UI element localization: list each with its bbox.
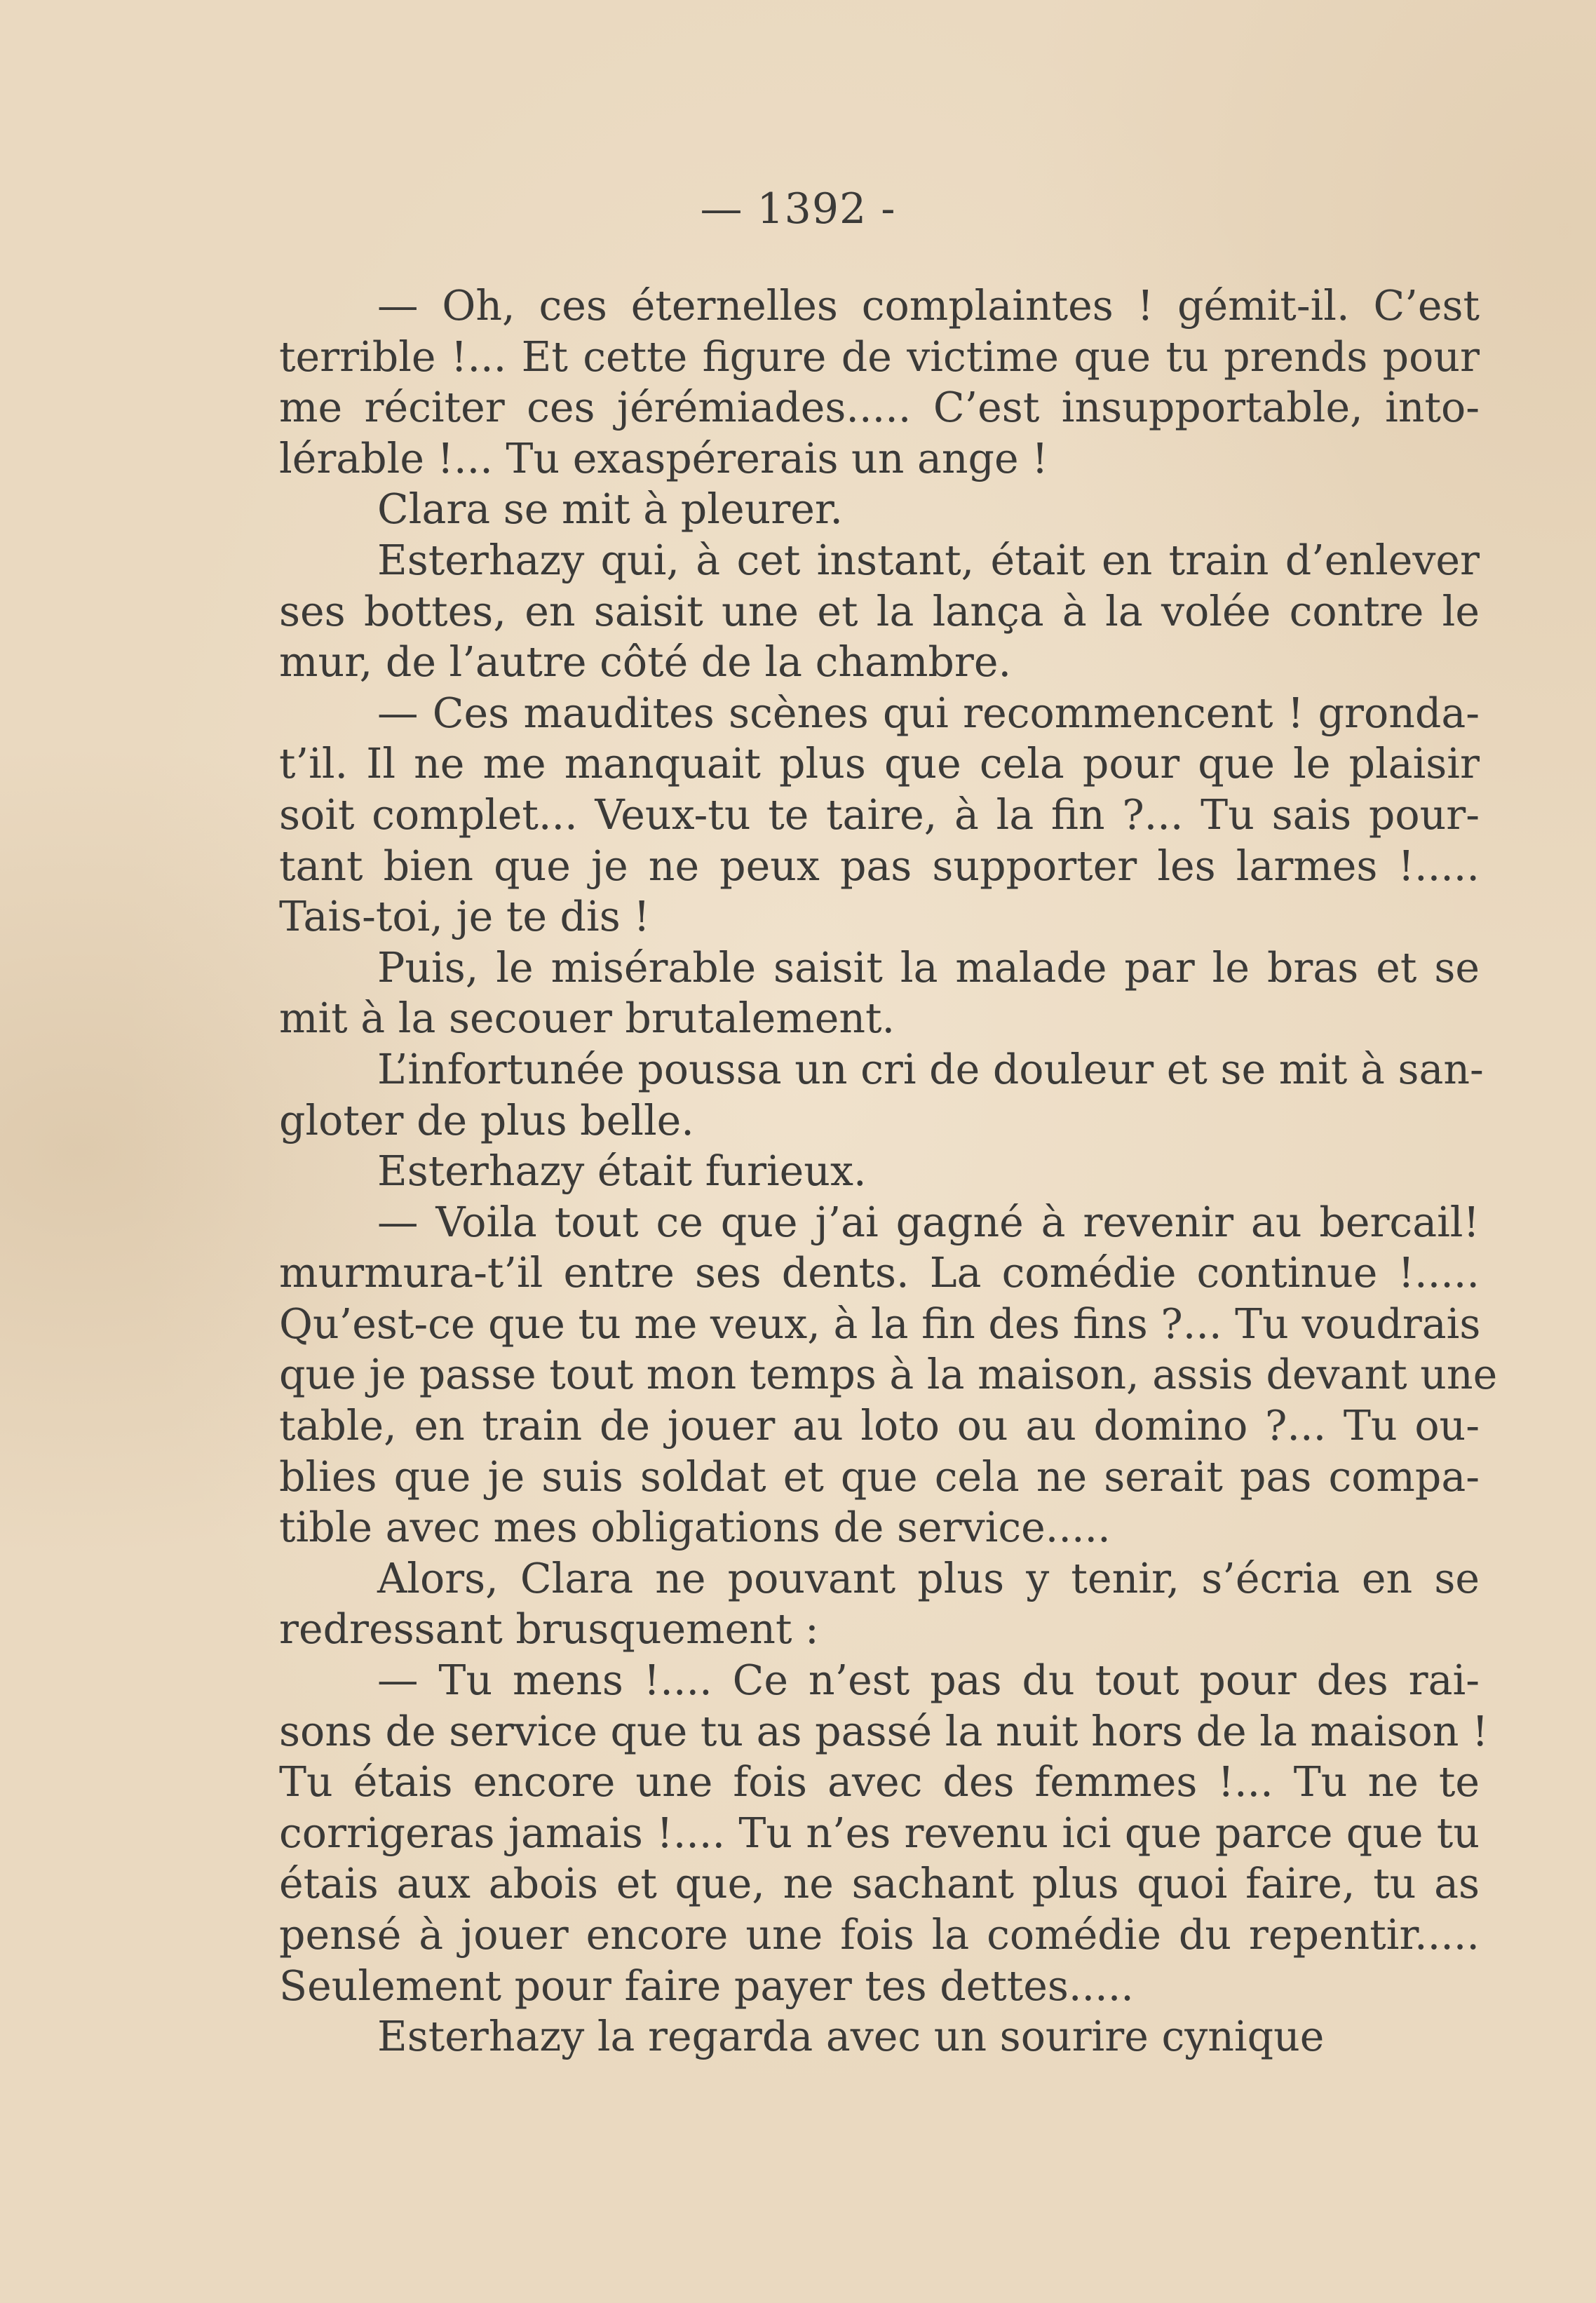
text-line: sons de service que tu as passé la nuit hors de la maison ! bbox=[279, 1707, 1489, 1755]
text-line: corrigeras jamais !.... Tu n’es revenu ici que parce que tu bbox=[279, 1809, 1480, 1857]
text-line: terrible !... Et cette figure de victime que tu prends pour bbox=[279, 332, 1480, 381]
text-line: pensé à jouer encore une fois la comédie du repentir..... bbox=[279, 1911, 1480, 1959]
text-line: mit à la secouer brutalement. bbox=[279, 994, 895, 1043]
text-line: ses bottes, en saisit une et la lança à la volée contre le bbox=[279, 587, 1480, 635]
text-line: soit complet... Veux-tu te taire, à la fin ?... Tu sais pour- bbox=[279, 790, 1480, 839]
text-line: L’infortunée poussa un cri de douleur et se mit à san- bbox=[377, 1045, 1484, 1093]
text-line: tant bien que je ne peux pas supporter les larmes !..... bbox=[279, 842, 1480, 890]
text-line: — Ces maudites scènes qui recommencent ! gronda- bbox=[377, 689, 1480, 737]
body-text bbox=[279, 281, 1498, 2062]
text-line: — Tu mens !.... Ce n’est pas du tout pour des rai- bbox=[377, 1656, 1480, 1705]
text-line: murmura-t’il entre ses dents. La comédie continue !..... bbox=[279, 1249, 1480, 1297]
text-line: table, en train de jouer au loto ou au domino ?... Tu ou- bbox=[279, 1402, 1480, 1450]
text-line: me réciter ces jérémiades..... C’est insupportable, into- bbox=[279, 384, 1480, 432]
text-line: Esterhazy la regarda avec un sourire cynique bbox=[377, 2013, 1325, 2061]
text-line: Esterhazy qui, à cet instant, était en train d’enlever bbox=[377, 536, 1480, 584]
text-line: mur, de l’autre côté de la chambre. bbox=[279, 638, 1012, 687]
text-line: — Voila tout ce que j’ai gagné à revenir au bercail! bbox=[377, 1198, 1480, 1246]
text-line: Puis, le misérable saisit la malade par le bras et se bbox=[377, 943, 1480, 992]
text-line: tible avec mes obligations de service..... bbox=[279, 1504, 1111, 1552]
text-line: gloter de plus belle. bbox=[279, 1096, 694, 1144]
text-line: Seulement pour faire payer tes dettes..... bbox=[279, 1961, 1134, 2010]
text-line: Tu étais encore une fois avec des femmes !... Tu ne te bbox=[279, 1758, 1480, 1806]
text-line: blies que je suis soldat et que cela ne serait pas compa- bbox=[279, 1452, 1480, 1501]
text-line: t’il. Il ne me manquait plus que cela pour que le plaisir bbox=[279, 740, 1480, 788]
text-line: Qu’est-ce que tu me veux, à la fin des fins ?... Tu voudrais bbox=[279, 1299, 1481, 1348]
text-line: — Oh, ces éternelles complaintes ! gémit-il. C’est bbox=[377, 282, 1480, 330]
text-line: lérable !... Tu exaspérerais un ange ! bbox=[279, 434, 1048, 482]
text-line: que je passe tout mon temps à la maison, assis devant une bbox=[279, 1351, 1498, 1399]
page-number: — 1392 - bbox=[700, 184, 896, 234]
text-line: Tais-toi, je te dis ! bbox=[279, 893, 650, 941]
text-line: étais aux abois et que, ne sachant plus quoi faire, tu as bbox=[279, 1860, 1480, 1908]
text-line: redressant brusquement : bbox=[279, 1605, 819, 1654]
text-line: Esterhazy était furieux. bbox=[377, 1147, 867, 1196]
text-line: Clara se mit à pleurer. bbox=[377, 485, 843, 534]
text-line: Alors, Clara ne pouvant plus y tenir, s’écria en se bbox=[377, 1554, 1480, 1602]
